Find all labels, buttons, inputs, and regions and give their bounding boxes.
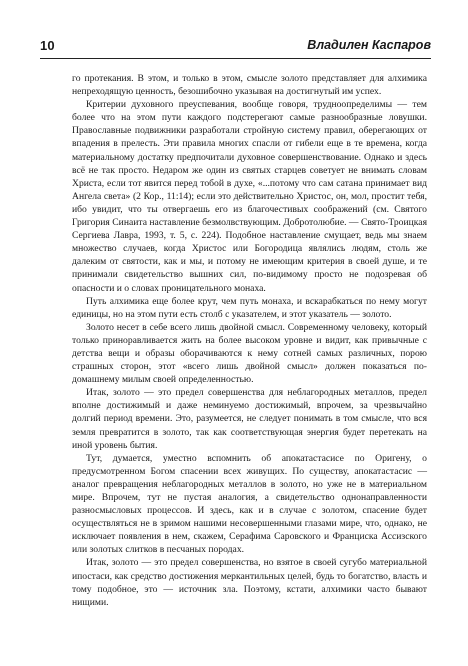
paragraph: Путь алхимика еще более крут, чем путь монаха, и вскарабкаться по нему могут единицы, но на этом пути есть столб с указателем, и этот указатель — золото. xyxy=(72,295,427,320)
paragraph: Итак, золото — это предел совершенства, но взятое в своей сугубо материальной ипостаси, как средство достижения меркантильных целей, будь то богатство, власть и тому подобное, это — источник зла. Поэтому, кстати, алхимики часто бывают нищими. xyxy=(72,557,427,608)
paragraph: Золото несет в себе всего лишь двойной смысл. Современному человеку, который только приноравливается жить на более высоком уровне и видит, как привычные с детства вещи и образы оборачиваются к нему сотней самых различных, порою страшных сторон, этот «всего лишь двойной смысл» должен показаться по-домашнему милым своей определенностью. xyxy=(72,321,427,386)
paragraph: Итак, золото — это предел совершенства для неблагородных металлов, предел вполне достижимый и даже неминуемо достижимый, впрочем, за чрезвычайно долгий период времени. Это, разумеется, не следует понимать в том смысле, что вся земля превратится в золото, так как соответствующая энергия будет перетекать на иной уровень бытия. xyxy=(72,387,427,451)
page-number: 10 xyxy=(40,38,55,53)
paragraph: Критерии духовного преуспевания, вообще говоря, трудноопределимы — тем более что на этом пути каждого подстерегают самые разнообразные ловушки. Православные подвижники разработали стройную систему правил, оберегающих от впадения в прелесть. Эти правила многих спасли от гибели еще в те времена, когда материальному достатку предпочитали духовное совершенствование. Однако и здесь всё не так просто. Недаром же один из святых старцев советует не внимать словам Христа, если тот явится перед тобой в духе, «...потому что сам сатана принимает вид Ангела света» (2 Кор., 11:14); если это действительно Христос, он, мол, простит тебя, ибо увидит, что ты отвергаешь его из благочестивых соображений (см. Святого Григория Синаита наставление безмолвствующим. Добротолюбие. — Свято-Троицкая Сергиева Лавра, 1993, т. 5, с. 224). Подобное наставление смущает, ведь мы знаем множество случаев, когда Христос или Богородица являлись людям, столь же далеким от святости, как и мы, и потому не имеющим критерия в своей душе, и те принимали свидетельство вышних сил, по-видимому просто не подозревая об опасности и о словах проницательного монаха. xyxy=(72,99,427,294)
paragraph-continued: го протекания. В этом, и только в этом, смысле золото представляет для алхимика непреходящую ценность, безошибочно указывая на достигнутый им успех. xyxy=(72,73,427,98)
running-header xyxy=(40,34,431,59)
paragraph: Тут, думается, уместно вспомнить об апокатастасисе по Оригену, о предусмотренном Богом спасении всех живущих. По существу, апокатастасис — аналог превращения неблагородных металлов в золото, но уже не в материальном мире. Впрочем, тут не пустая аналогия, а свидетельство однонаправленности разносмысловых процессов. И здесь, как и в случае с золотом, спасение будет осуществляться не в зримом нашими несовершенными глазами мире, что, однако, не исключает появления в нем, скажем, Серафима Саровского и Франциска Ассизского или золотых слитков в песчаных породах. xyxy=(72,452,427,556)
running-header-author: Владилен Каспаров xyxy=(307,38,431,52)
body-text xyxy=(72,72,427,609)
